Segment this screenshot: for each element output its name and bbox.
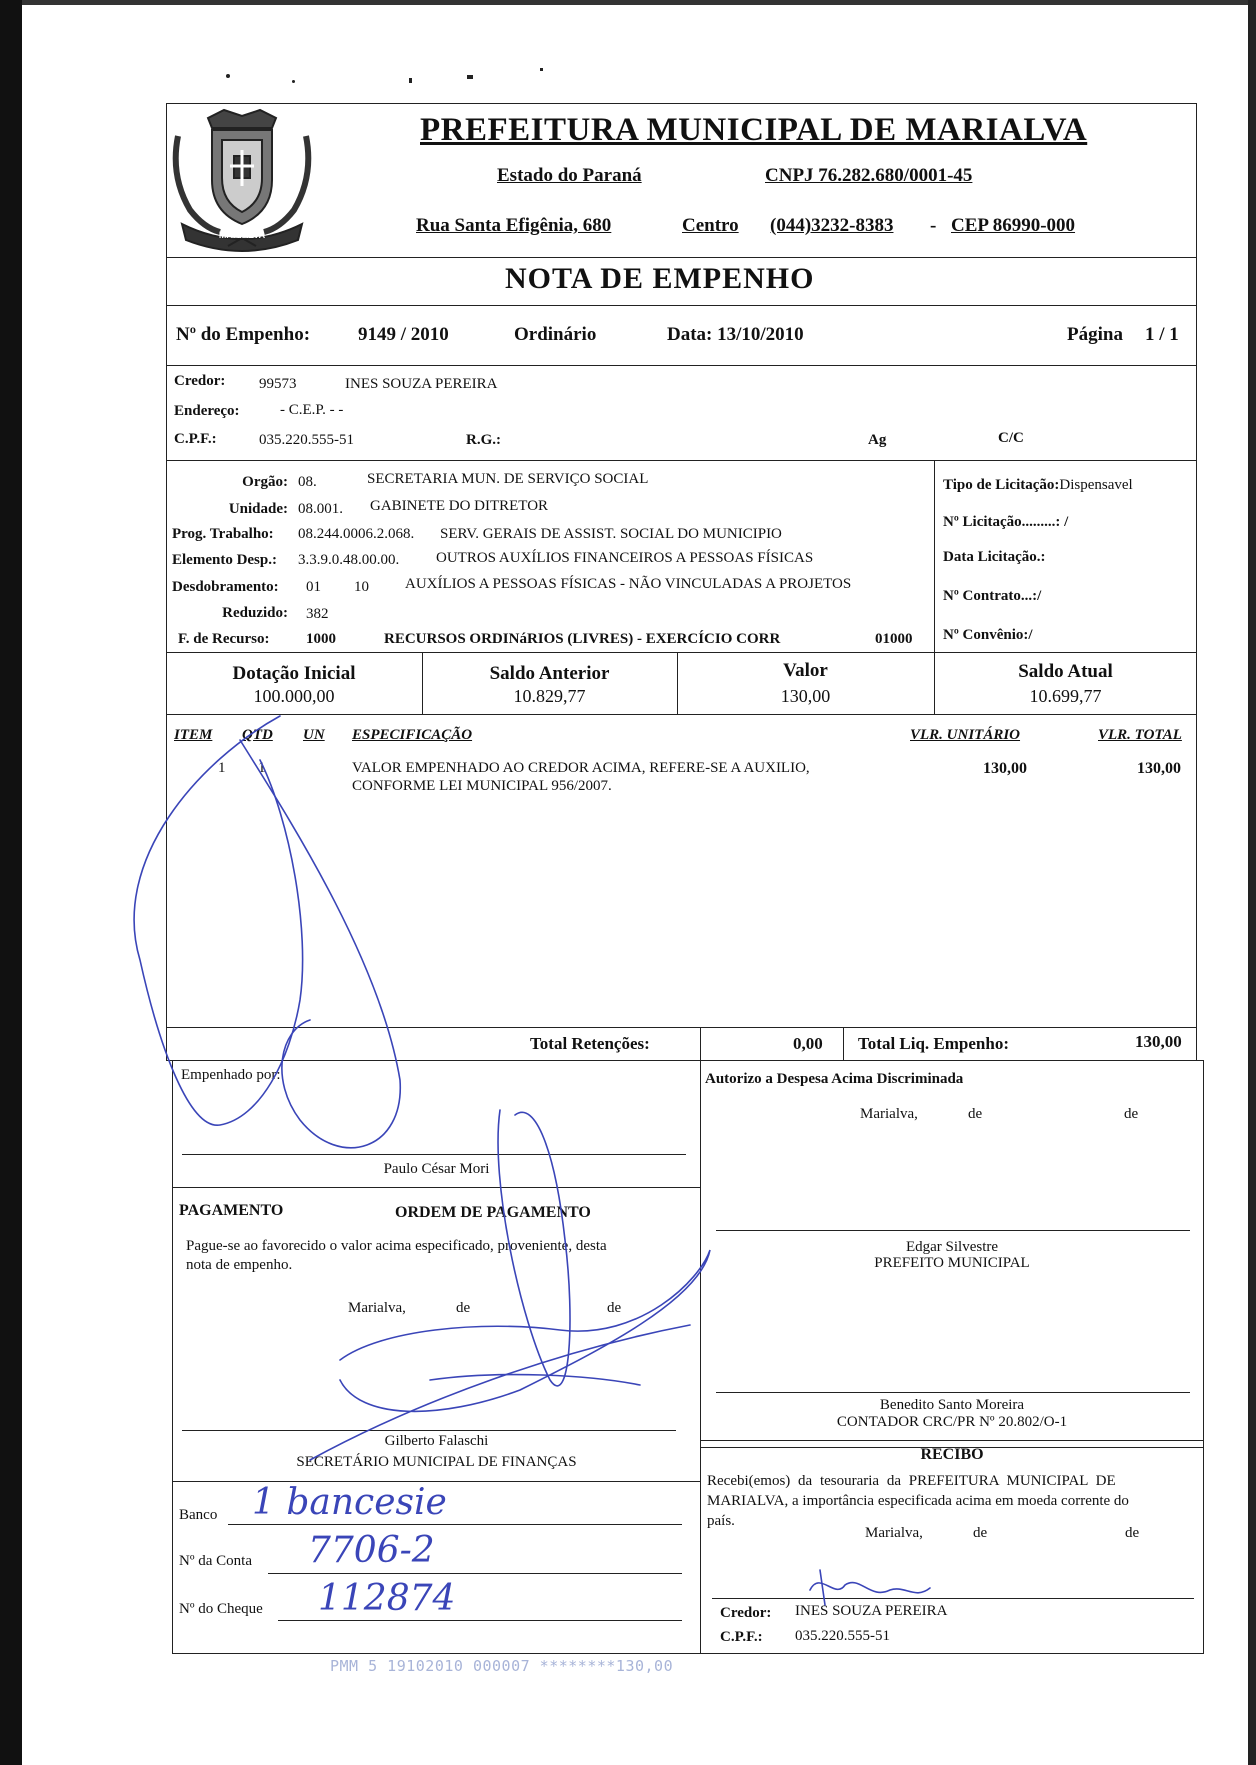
autorizo-role: PREFEITO MUNICIPAL <box>874 1255 1030 1271</box>
recibo-place: Marialva, <box>865 1525 923 1541</box>
header-cep: CEP 86990-000 <box>951 215 1076 236</box>
pagamento-text-line1: Pague-se ao favorecido o valor acima especificado, proveniente, desta <box>186 1238 607 1254</box>
recibo-cpf-value: 035.220.555-51 <box>795 1628 890 1644</box>
num-licitacao: Nº Licitação.........: / <box>943 514 1069 530</box>
doc-title: NOTA DE EMPENHO <box>505 262 815 295</box>
autorizo-signature-line <box>716 1230 1190 1231</box>
prog-label: Prog. Trabalho: <box>172 526 274 542</box>
pagamento-signature-line <box>182 1430 676 1431</box>
recibo-de1: de <box>973 1525 988 1541</box>
coat-of-arms-text: MARIALVA <box>218 230 266 240</box>
recibo-credor-label: Credor: <box>720 1605 772 1621</box>
header-district: Centro <box>682 215 739 236</box>
row-vlr-unitario: 130,00 <box>983 760 1027 777</box>
col-qtd: QTD <box>242 727 273 743</box>
conta-handwritten: 7706-2 <box>308 1530 435 1571</box>
elemento-code: 3.3.9.0.48.00.00. <box>298 552 400 568</box>
col-vlr-total: VLR. TOTAL <box>1098 727 1182 743</box>
empenho-number-label: Nº do Empenho: <box>176 324 311 345</box>
conta-label: Nº da Conta <box>179 1553 252 1569</box>
prog-desc: SERV. GERAIS DE ASSIST. SOCIAL DO MUNICIPIO <box>440 526 782 542</box>
totals-divider-2 <box>843 1027 844 1061</box>
autorizo-de1: de <box>968 1106 983 1122</box>
reduzido-label: Reduzido: <box>222 605 288 621</box>
table-row <box>166 756 1197 800</box>
scan-speck <box>292 80 295 83</box>
valor-label: Valor <box>783 660 828 681</box>
empenho-page-value: 1 / 1 <box>1145 324 1179 345</box>
credor-name: INES SOUZA PEREIRA <box>345 376 498 392</box>
saldo-anterior-label: Saldo Anterior <box>489 663 610 684</box>
pagamento-role: SECRETÁRIO MUNICIPAL DE FINANÇAS <box>296 1454 577 1470</box>
num-contrato: Nº Contrato...:/ <box>943 588 1042 604</box>
recibo-signature-line <box>712 1598 1194 1599</box>
recibo-text-line2: MARIALVA, a importância especificada acima em moeda corrente do <box>707 1493 1129 1509</box>
col-vlr-unitario: VLR. UNITÁRIO <box>910 727 1021 743</box>
recibo-text-line1: Recebi(emos) da tesouraria da PREFEITURA MUNICIPAL DE <box>707 1473 1116 1489</box>
row-item: 1 <box>218 760 226 776</box>
empenho-number: 9149 / 2010 <box>358 324 449 345</box>
cpf-value: 035.220.555-51 <box>259 432 354 448</box>
contador-signer: Benedito Santo Moreira <box>879 1397 1025 1413</box>
orgao-desc: SECRETARIA MUN. DE SERVIÇO SOCIAL <box>367 471 649 487</box>
total-liq-label: Total Liq. Empenho: <box>858 1034 1009 1053</box>
total-retencoes-value: 0,00 <box>793 1034 823 1053</box>
empenhado-signature-line <box>182 1154 686 1155</box>
conta-line <box>268 1573 682 1574</box>
row-espec-line1: VALOR EMPENHADO AO CREDOR ACIMA, REFERE-SE A AUXILIO, <box>352 760 810 776</box>
cpf-label: C.P.F.: <box>174 431 217 447</box>
credor-label: Credor: <box>174 373 226 389</box>
total-liq-value: 130,00 <box>1135 1032 1182 1051</box>
pagamento-de1: de <box>456 1300 471 1316</box>
autorizo-place: Marialva, <box>860 1106 918 1122</box>
contador-role: CONTADOR CRC/PR Nº 20.802/O-1 <box>836 1414 1068 1430</box>
mechanical-stamp: PMM 5 19102010 000007 ********130,00 <box>330 1657 674 1675</box>
autorizo-de2: de <box>1124 1106 1139 1122</box>
recibo-de2: de <box>1125 1525 1140 1541</box>
scan-edge-top <box>0 0 1256 5</box>
row-vlr-total: 130,00 <box>1137 760 1181 777</box>
row-espec-line2: CONFORME LEI MUNICIPAL 956/2007. <box>352 778 612 794</box>
desdobramento-code1: 01 <box>306 579 321 595</box>
reduzido-value: 382 <box>306 606 329 622</box>
endereco-label: Endereço: <box>174 403 240 419</box>
recurso-code: 01000 <box>875 631 913 647</box>
pagamento-label: PAGAMENTO <box>179 1202 284 1219</box>
totals-box <box>166 1027 1197 1061</box>
ag-label: Ag <box>868 432 887 448</box>
empenho-date: Data: 13/10/2010 <box>667 324 804 345</box>
scan-speck <box>226 74 230 78</box>
scan-edge-left <box>0 0 22 1765</box>
cheque-handwritten: 112874 <box>318 1578 456 1619</box>
empenhado-label: Empenhado por: <box>181 1067 281 1083</box>
saldo-atual-value: 10.699,77 <box>1029 686 1102 706</box>
autorizo-signer: Edgar Silvestre <box>905 1239 999 1255</box>
unidade-code: 08.001. <box>298 501 343 517</box>
pagamento-de2: de <box>607 1300 622 1316</box>
header-phone: (044)3232-8383 <box>770 215 894 236</box>
recibo-title: RECIBO <box>920 1446 984 1463</box>
cheque-label: Nº do Cheque <box>179 1601 263 1617</box>
unidade-desc: GABINETE DO DITRETOR <box>370 498 549 514</box>
scan-speck <box>467 75 473 79</box>
col-especificacao: ESPECIFICAÇÃO <box>352 727 473 743</box>
dotacao-inicial-label: Dotação Inicial <box>232 663 356 684</box>
pagamento-place: Marialva, <box>348 1300 406 1316</box>
tipo-licitacao-value: Dispensavel <box>1059 477 1133 493</box>
col-item: ITEM <box>174 727 213 743</box>
contador-signature-line <box>716 1392 1190 1393</box>
banco-label: Banco <box>179 1507 218 1523</box>
tipo-licitacao <box>943 477 1133 494</box>
desdobramento-desc: AUXÍLIOS A PESSOAS FÍSICAS - NÃO VINCULADAS A PROJETOS <box>405 576 852 592</box>
pagamento-signer: Gilberto Falaschi <box>384 1433 489 1449</box>
scan-speck <box>409 78 412 83</box>
desdobramento-label: Desdobramento: <box>172 579 279 595</box>
empenhado-signer: Paulo César Mori <box>383 1161 490 1177</box>
tipo-licitacao-label: Tipo de Licitação: <box>943 477 1060 493</box>
pagamento-text-line2: nota de empenho. <box>186 1257 293 1273</box>
endereco-value: - C.E.P. - - <box>280 402 344 418</box>
unidade-label: Unidade: <box>228 501 288 517</box>
recurso-desc: RECURSOS ORDINáRIOS (LIVRES) - EXERCÍCIO CORR <box>384 631 781 647</box>
header-address: Rua Santa Efigênia, 680 <box>416 215 612 236</box>
header-state: Estado do Paraná <box>497 165 642 186</box>
saldo-atual-label: Saldo Atual <box>1018 661 1113 682</box>
recibo-text-line3: país. <box>707 1513 735 1529</box>
prog-code: 08.244.0006.2.068. <box>298 526 415 542</box>
recurso-value: 1000 <box>306 631 336 647</box>
data-licitacao: Data Licitação.: <box>943 549 1046 565</box>
scan-speck <box>540 68 543 71</box>
banco-handwritten: 1 bancesie <box>252 1482 447 1523</box>
recibo-cpf-label: C.P.F.: <box>720 1629 763 1645</box>
col-un: UN <box>303 727 325 743</box>
recurso-label: F. de Recurso: <box>178 631 270 647</box>
banco-line <box>228 1524 682 1525</box>
dotacao-divider <box>934 460 935 653</box>
orgao-label: Orgão: <box>242 474 288 490</box>
dotacao-inicial-value: 100.000,00 <box>253 686 335 706</box>
total-retencoes-label: Total Retenções: <box>530 1034 650 1053</box>
empenho-page-label: Página <box>1067 324 1123 345</box>
orgao-code: 08. <box>298 474 317 490</box>
credor-code: 99573 <box>259 376 297 392</box>
totals-divider-1 <box>700 1027 701 1061</box>
header-title: PREFEITURA MUNICIPAL DE MARIALVA <box>420 112 1088 148</box>
scan-edge-right <box>1248 0 1256 1765</box>
num-convenio: Nº Convênio:/ <box>943 627 1033 643</box>
cheque-line <box>278 1620 682 1621</box>
cc-label: C/C <box>998 430 1024 446</box>
valor-value: 130,00 <box>780 686 831 706</box>
row-qtd: 1 <box>258 760 266 776</box>
header-cnpj: CNPJ 76.282.680/0001-45 <box>765 165 973 186</box>
empenho-type: Ordinário <box>514 324 597 345</box>
elemento-label: Elemento Desp.: <box>172 552 277 568</box>
elemento-desc: OUTROS AUXÍLIOS FINANCEIROS A PESSOAS FÍSICAS <box>436 550 814 566</box>
autorizo-label: Autorizo a Despesa Acima Discriminada <box>705 1071 964 1087</box>
desdobramento-code2: 10 <box>354 579 369 595</box>
recibo-credor-value: INES SOUZA PEREIRA <box>795 1603 948 1619</box>
ordem-pagamento-label: ORDEM DE PAGAMENTO <box>395 1204 591 1221</box>
rg-label: R.G.: <box>466 432 501 448</box>
coat-of-arms-icon <box>168 106 316 254</box>
saldo-anterior-value: 10.829,77 <box>513 686 586 706</box>
header-dash: - <box>930 215 937 236</box>
